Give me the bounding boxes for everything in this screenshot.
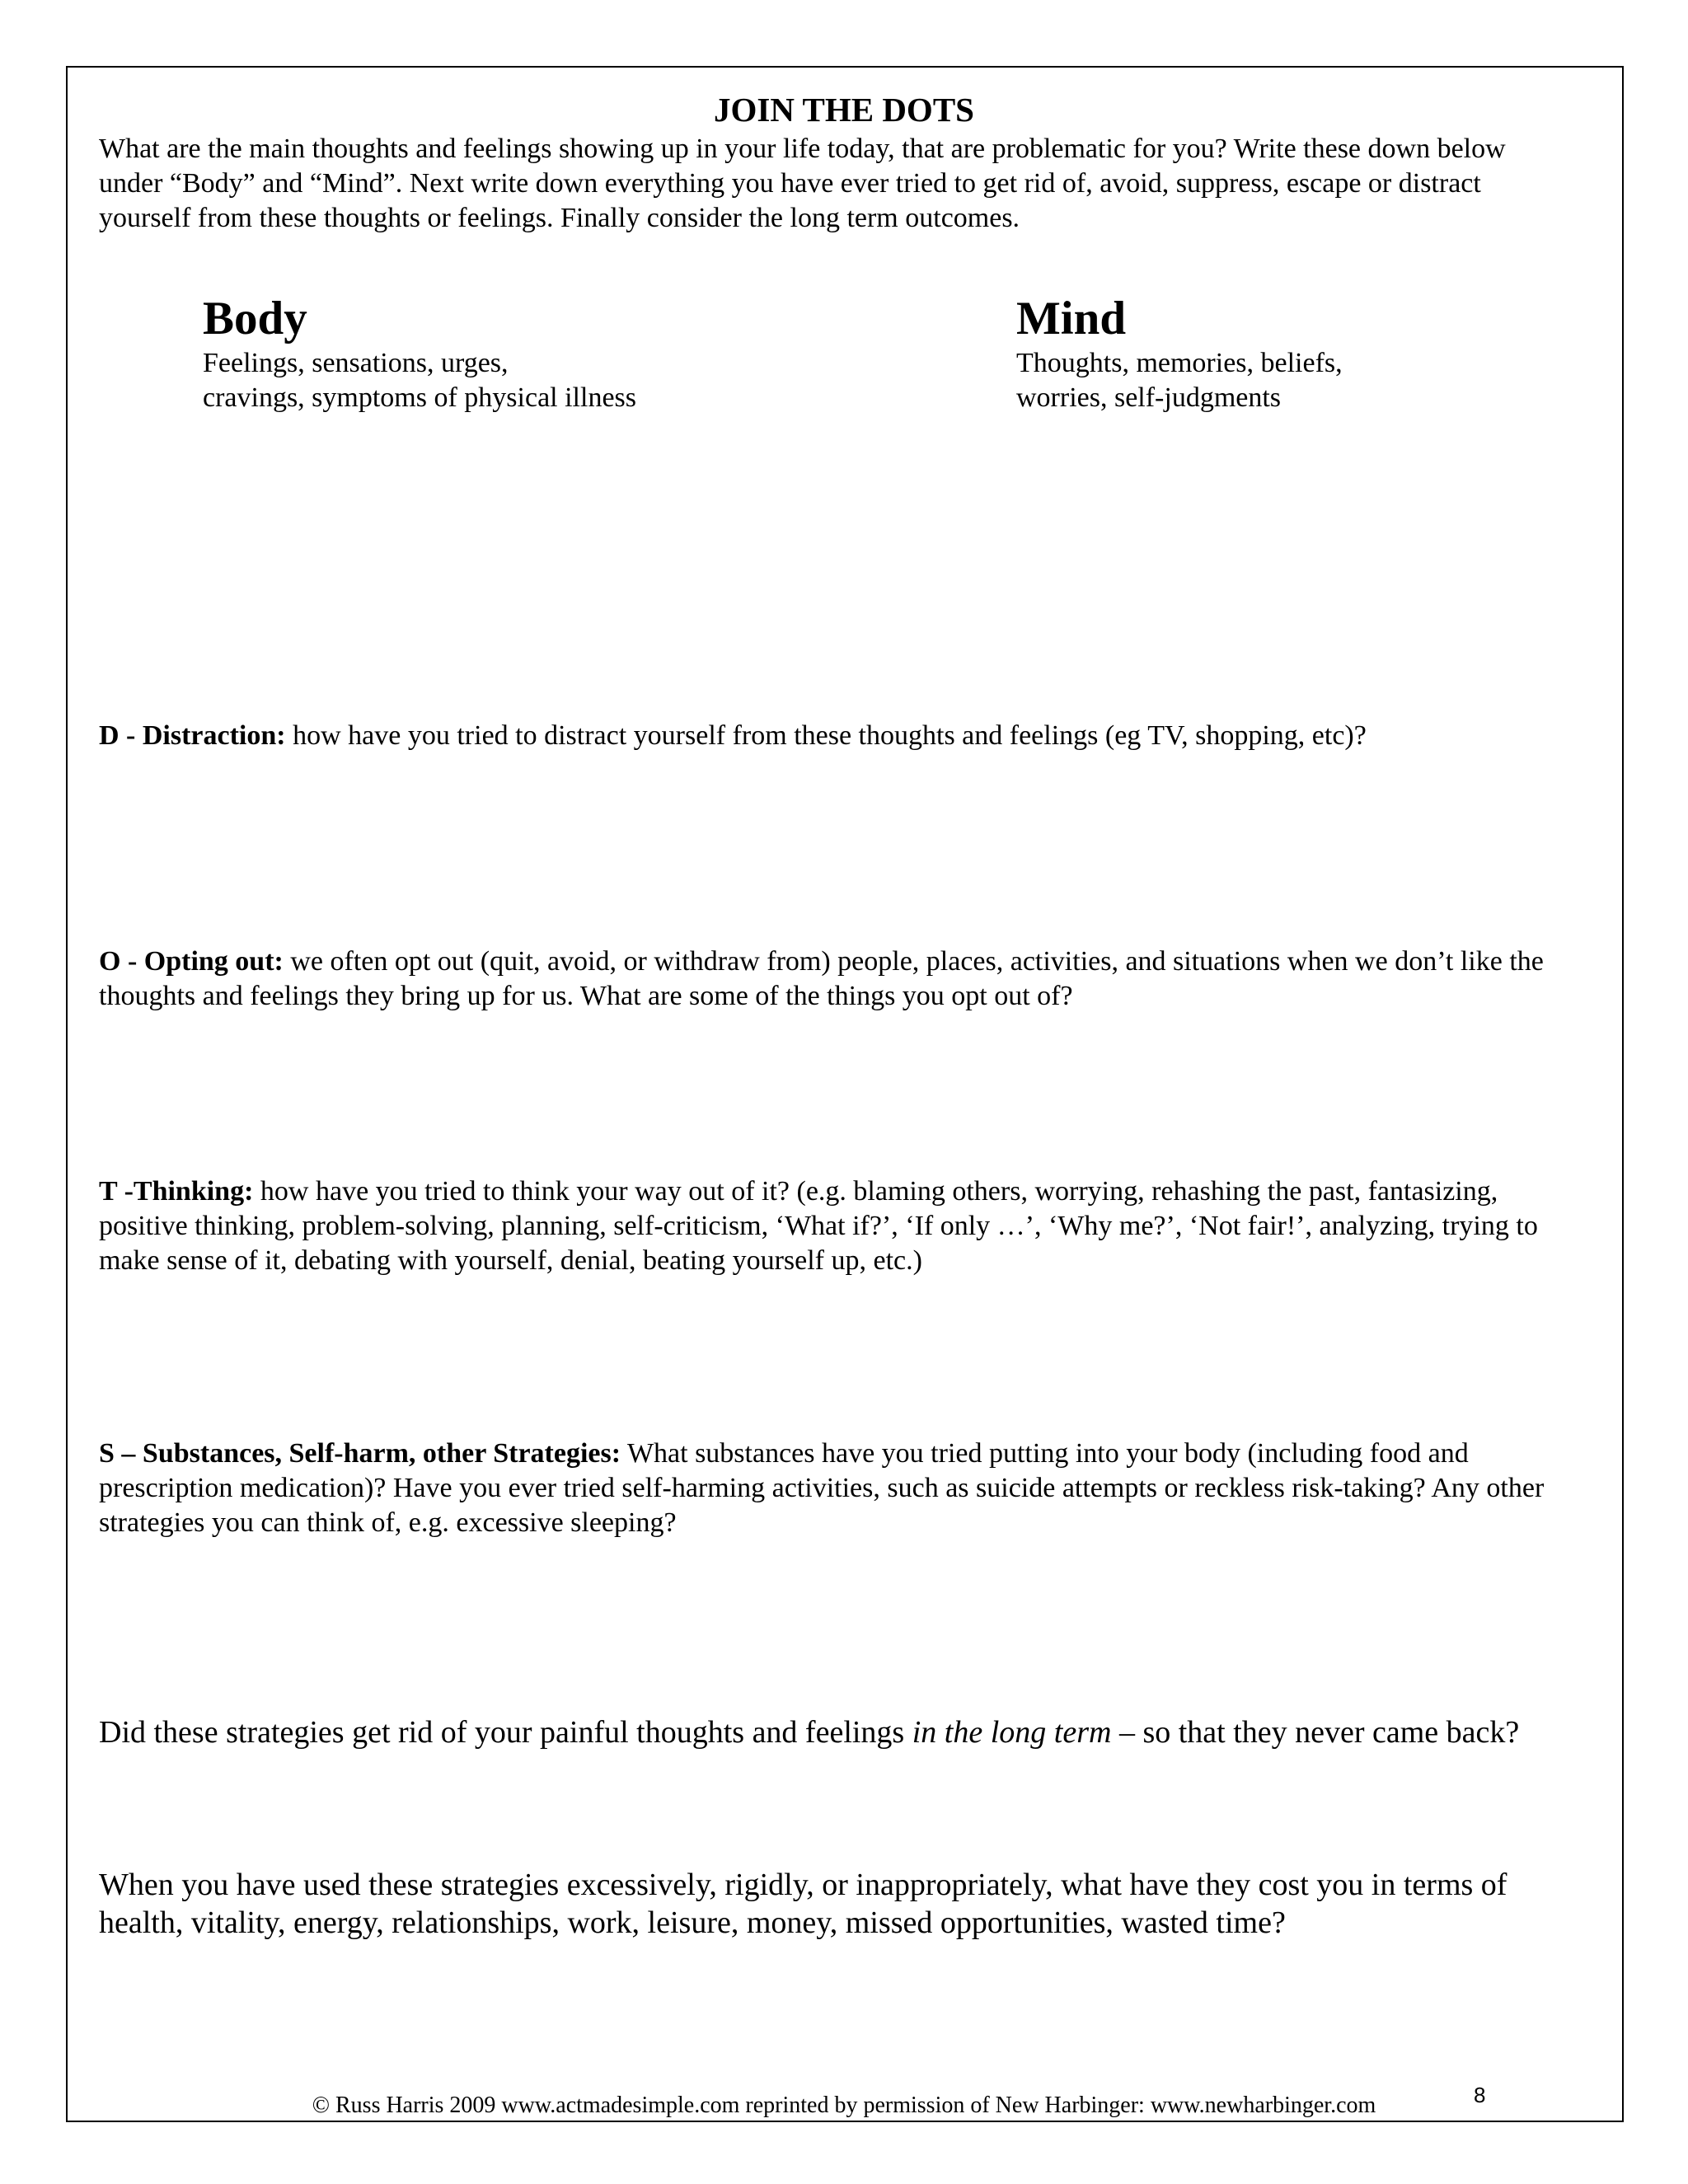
long-term-question-end: – so that they never came back?: [1111, 1715, 1520, 1750]
mind-column: [1016, 292, 1544, 415]
mind-heading: Mind: [1016, 293, 1127, 344]
distraction-text: how have you tried to distract yourself from these thoughts and feelings (eg TV, shopping, etc)?: [285, 720, 1367, 751]
intro-paragraph: What are the main thoughts and feelings showing up in your life today, that are problematic for you? Write these down below under “Body” and “Mind”. Next write down everything you have ever tried to get rid of, avoid, suppress, escape or distract yourself from these thoughts or feelings. Finally consider the long term outcomes.: [99, 134, 1506, 233]
mind-description-line-1: Thoughts, memories, beliefs,: [1016, 348, 1343, 378]
body-column: [203, 292, 945, 415]
mind-description-line-2: worries, self-judgments: [1016, 382, 1282, 413]
substances-section: [99, 1436, 1550, 1540]
page-title: JOIN THE DOTS: [714, 91, 974, 129]
thinking-section: [99, 1174, 1550, 1278]
long-term-question-start: Did these strategies get rid of your painful thoughts and feelings: [99, 1715, 912, 1750]
thinking-text: how have you tried to think your way out of it? (e.g. blaming others, worrying, rehashing the past, fantasizing, positive thinking, problem-solving, planning, self-criticism, ‘What if?’, ‘If only …’, ‘Why me?’, ‘Not fair!’, analyzing, trying to make sense of it, debating with yourself, denial, beating yourself up, etc.): [99, 1176, 1538, 1276]
cost-question: When you have used these strategies excessively, rigidly, or inappropriately, what have they cost you in terms of health, vitality, energy, relationships, work, leisure, money, missed opportunities, wasted time?: [99, 1868, 1507, 1940]
long-term-question-emphasis: in the long term: [912, 1715, 1112, 1750]
body-heading: Body: [203, 293, 307, 344]
body-description-line-1: Feelings, sensations, urges,: [203, 348, 509, 378]
long-term-question: [99, 1713, 1550, 1751]
opting-out-section: [99, 944, 1550, 1014]
distraction-section: [99, 719, 1550, 753]
opting-out-label: O - Opting out:: [99, 946, 284, 977]
substances-label: S – Substances, Self-harm, other Strategies:: [99, 1438, 621, 1469]
copyright-footer: © Russ Harris 2009 www.actmadesimple.com reprinted by permission of New Harbinger: www.newharbinger.com: [312, 2093, 1376, 2118]
thinking-label: T -Thinking:: [99, 1176, 254, 1207]
page-number: 8: [1474, 2083, 1486, 2107]
distraction-label: D - Distraction:: [99, 720, 286, 751]
body-description-line-2: cravings, symptoms of physical illness: [203, 382, 637, 413]
opting-out-text: we often opt out (quit, avoid, or withdraw from) people, places, activities, and situations when we don’t like the thoughts and feelings they bring up for us. What are some of the things you opt out of?: [99, 946, 1544, 1011]
substances-text: What substances have you tried putting into your body (including food and prescription medication)? Have you ever tried self-harming activities, such as suicide attempts or reckless risk-taking? Any other strategies you can think of, e.g. excessive sleeping?: [99, 1438, 1545, 1538]
